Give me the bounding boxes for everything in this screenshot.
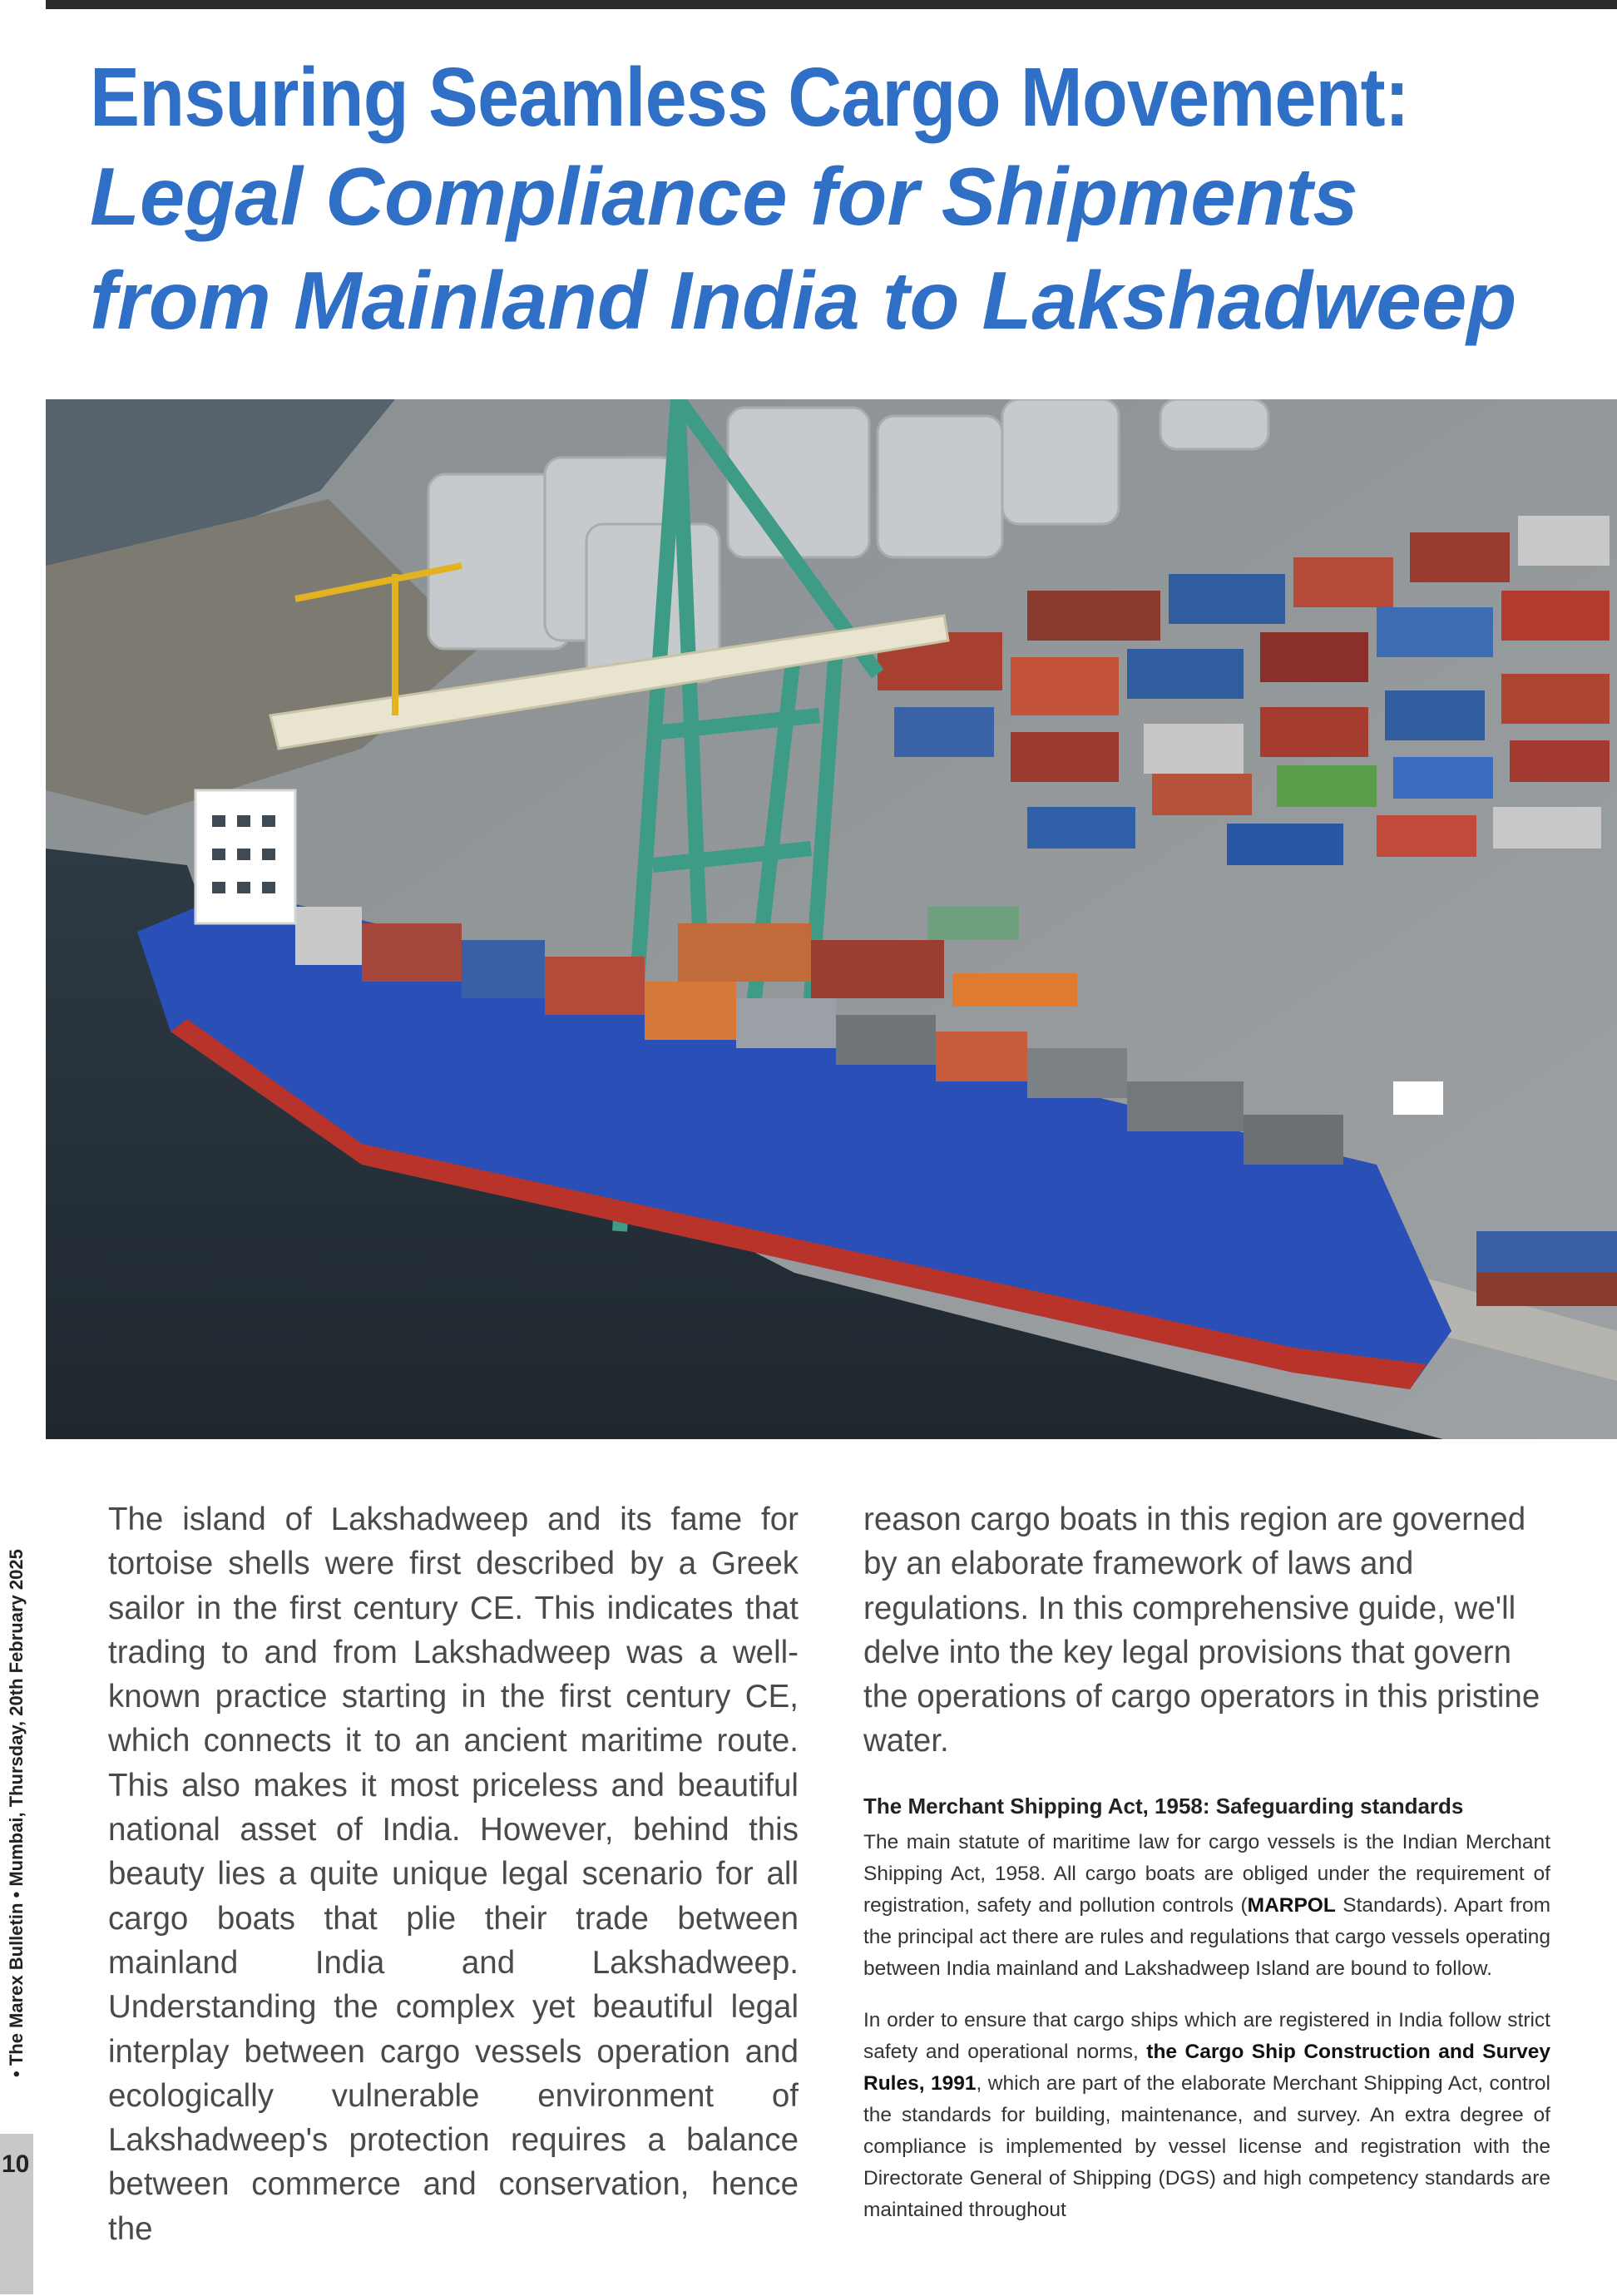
article-column-right xyxy=(863,1497,1550,2226)
para2-bold: the Cargo Ship Construction and Survey Rules, 1991 xyxy=(863,2040,1551,2095)
para2-text-b: , which are part of the elaborate Merchant Shipping Act, control the standards for building, maintenance, and survey. An extra degree of compliance is implemented by vessel license and registration with the Directorate General of Shipping (DGS) and high competency standards are maintained throughout xyxy=(863,2071,1550,2221)
headline-line-2: Legal Compliance for Shipments xyxy=(90,151,1358,242)
section-heading: The Merchant Shipping Act, 1958: Safeguarding standards xyxy=(863,1793,1464,1818)
body-paragraph-1 xyxy=(863,1827,1550,1985)
headline-line-1: Ensuring Seamless Cargo Movement: xyxy=(90,51,1409,144)
para1-bold: MARPOL xyxy=(1247,1893,1336,1917)
para2-text-a: In order to ensure that cargo ships which are registered in India follow strict safety and operational norms, xyxy=(863,2008,1550,2063)
para1-text-b: Standards). Apart from the principal act there are rules and regulations that cargo vessels operating between India mainland and Lakshadweep Island are bound to follow. xyxy=(863,1893,1550,1980)
para1-text-a: The main statute of maritime law for cargo vessels is the Indian Merchant Shipping Act, 1958. All cargo boats are obliged under the requirement of registration, safety and pollution controls ( xyxy=(863,1830,1550,1917)
page-number: 10 xyxy=(2,2150,30,2178)
body-paragraph-2 xyxy=(863,2005,1550,2226)
cargo-ship-photo xyxy=(46,399,1617,1439)
publication-info: • The Marex Bulletin • Mumbai, Thursday, 20th February 2025 xyxy=(6,1549,27,2078)
top-rule xyxy=(46,0,1617,9)
intro-paragraph-continued: reason cargo boats in this region are governed by an elaborate framework of laws and regulations. In this comprehensive guide, we'll delve into the key legal provisions that govern the operations of cargo operators in this pristine water. xyxy=(863,1502,1540,1759)
headline xyxy=(90,50,1604,353)
article-column-left xyxy=(108,1497,799,2251)
headline-line-3: from Mainland India to Lakshadweep xyxy=(90,255,1517,346)
intro-paragraph: The island of Lakshadweep and its fame for tortoise shells were first described by a Greek sailor in the first century CE. This indicates that trading to and from Lakshadweep was a well-known practice starting in the first century CE, which connects it to an ancient maritime route. This also makes it most priceless and beautiful national asset of India. However, behind this beauty lies a quite unique legal scenario for all cargo boats that plie their trade between mainland India and Lakshadweep. Understanding the complex yet beautiful legal interplay between cargo vessels operation and ecologically vulnerable environment of Lakshadweep's protection requires a balance between commerce and conservation, hence the xyxy=(108,1502,799,2247)
